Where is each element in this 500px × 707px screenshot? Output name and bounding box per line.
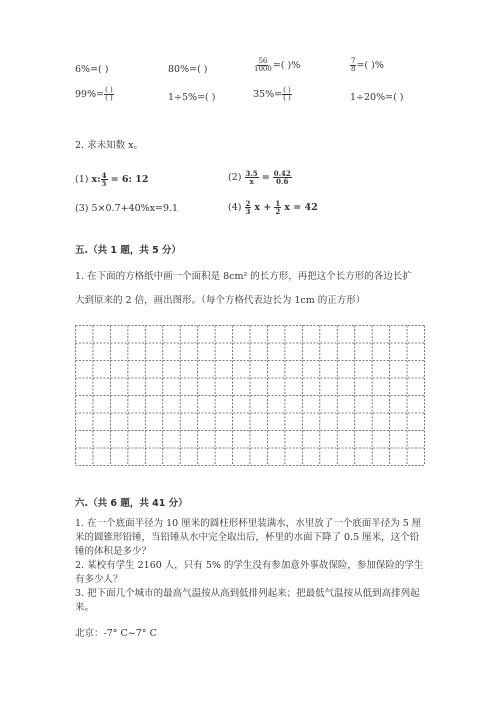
fraction-blank bbox=[104, 87, 114, 102]
numerator: 0.42 bbox=[273, 169, 291, 178]
blank-7-over-8 bbox=[350, 58, 384, 73]
numerator-blank: ( ) bbox=[283, 86, 291, 94]
section-5-question-line-2: 大到原来的 2 倍，画出图形。（每个方格代表边长为 1cm 的正方形） bbox=[75, 295, 366, 306]
equation-1 bbox=[75, 172, 149, 187]
equation-label: (4) bbox=[228, 202, 242, 213]
numerator: 3.5 bbox=[245, 169, 258, 178]
section-6-question-3: 3. 把下面几个城市的最高气温按从高到低排列起来；把最低气温按从低到高排列起来。 bbox=[75, 588, 420, 613]
fraction bbox=[273, 170, 292, 185]
denominator: x bbox=[249, 177, 254, 186]
fraction bbox=[245, 170, 259, 185]
numerator: 1 bbox=[275, 199, 281, 208]
numerator: 2 bbox=[245, 199, 251, 208]
numerator-blank: ( ) bbox=[105, 86, 113, 94]
equals-sign: = bbox=[261, 172, 270, 183]
blank-prefix: 35%= bbox=[253, 89, 283, 100]
blank-80-percent: 80%=( ) bbox=[168, 64, 208, 75]
blank-prefix: 99%= bbox=[75, 89, 105, 100]
denominator: 8 bbox=[351, 65, 356, 73]
denominator: 5 bbox=[101, 179, 107, 188]
denominator-blank: ( ) bbox=[283, 94, 291, 102]
blank-1-div-5-percent: 1÷5%=( ) bbox=[168, 92, 216, 103]
fraction bbox=[101, 172, 108, 187]
equation-label: (2) bbox=[228, 172, 242, 183]
section-6-question-1: 1. 在一个底面半径为 10 厘米的圆柱形杯里装满水，水里放了一个底面半径为 5 厘米的圆锥形铅锤，当铅锤从水中完全取出后，杯里的水面下降了 0.5 厘米，这个铅锤的体积是多少？ bbox=[75, 518, 422, 557]
denominator: 2 bbox=[275, 207, 281, 216]
equation-text: = 6: 12 bbox=[110, 174, 149, 185]
fraction bbox=[253, 58, 273, 73]
square-grid-paper[interactable] bbox=[75, 325, 425, 466]
numerator: 56 bbox=[258, 57, 268, 65]
denominator: 1000 bbox=[254, 65, 272, 73]
blank-99-percent bbox=[75, 87, 114, 102]
equation-2 bbox=[228, 170, 292, 185]
equation-text: x: bbox=[91, 174, 101, 185]
denominator: 0.6 bbox=[276, 177, 289, 186]
equation-label: (1) bbox=[75, 174, 89, 185]
blank-rest: =( )% bbox=[356, 60, 384, 71]
fraction bbox=[274, 200, 281, 215]
section-6-question-2: 2. 某校有学生 2160 人，只有 5% 的学生没有参加意外事故保险，参加保险的学生有多少人？ bbox=[75, 560, 424, 585]
numerator: 4 bbox=[101, 171, 107, 180]
blank-rest: =( )% bbox=[272, 60, 301, 71]
beijing-temperature: 北京：-7° C~7° C bbox=[75, 628, 157, 639]
equation-text: x = 42 bbox=[284, 202, 318, 213]
equation-4 bbox=[228, 200, 318, 215]
section-6-title: 六.（共 6 题，共 41 分） bbox=[75, 498, 188, 509]
blank-1-div-20-percent: 1÷20%=( ) bbox=[350, 92, 404, 103]
grid-lines bbox=[75, 325, 425, 466]
denominator-blank: ( ) bbox=[105, 94, 113, 102]
blank-6-percent: 6%=( ) bbox=[75, 64, 109, 75]
equation-3: (3) 5×0.7+40%x=9.1 bbox=[75, 203, 179, 214]
fraction-blank bbox=[282, 87, 292, 102]
section-5-question-line-1: 1. 在下面的方格纸中画一个面积是 8cm² 的长方形，再把这个长方形的各边长扩 bbox=[75, 271, 412, 282]
fraction bbox=[245, 200, 252, 215]
q2-title: 2. 求未知数 x。 bbox=[75, 140, 143, 151]
numerator: 7 bbox=[351, 57, 356, 65]
blank-35-percent bbox=[253, 87, 292, 102]
equation-text: x + bbox=[254, 202, 272, 213]
section-5-title: 五.（共 1 题，共 5 分） bbox=[75, 245, 182, 256]
denominator: 3 bbox=[245, 207, 251, 216]
blank-56-over-1000 bbox=[253, 58, 300, 73]
